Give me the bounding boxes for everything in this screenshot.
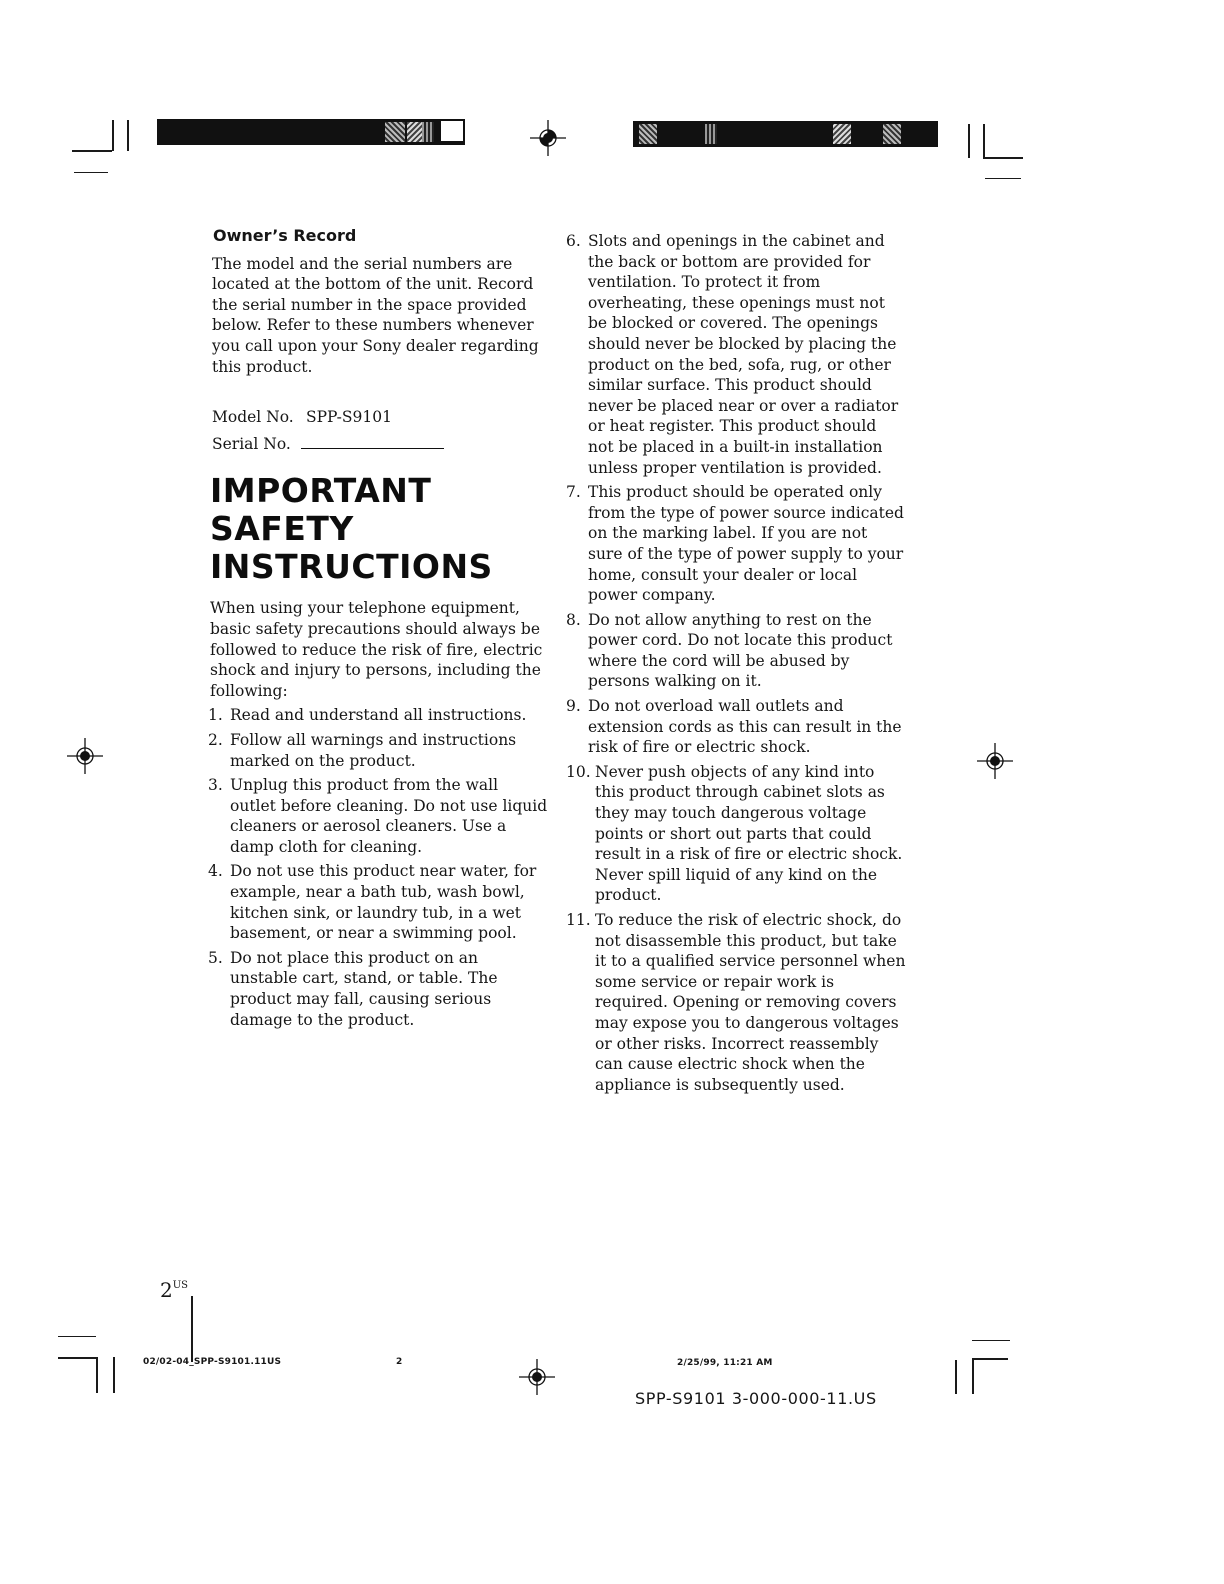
list-item: 6. Slots and openings in the cabinet and the back or bottom are provided for ventilation. To protect it from overheating, these openings must not be blocked or covered. The openings should never be blocked by placing the product on the bed, sofa, rug, or other similar surface. This product should never be placed near or over a radiator or heat register. This product should not be placed in a built-in installation unless proper ventilation is provided. (566, 232, 899, 477)
registration-mark-left-icon (67, 738, 103, 774)
list-item: 3. Unplug this product from the wall outlet before cleaning. Do not use liquid cleaners or aerosol cleaners. Use a damp cloth for cleaning. (208, 776, 548, 856)
color-bar-left (157, 119, 465, 145)
model-label: Model No. (212, 408, 294, 427)
list-item: 8. Do not allow anything to rest on the power cord. Do not locate this product where the cord will be abused by persons walking on it. (566, 610, 893, 691)
serial-label: Serial No. (212, 434, 291, 453)
right-column (566, 231, 906, 1099)
safety-intro: When using your telephone equipment, basic safety precautions should always be followed to reduce the risk of fire, electric shock and injury to persons, including the following: (210, 599, 543, 700)
list-item: 5. Do not place this product on an unstable cart, stand, or table. The product may fall, causing serious damage to the product. (208, 948, 498, 1029)
registration-mark-top-icon (530, 120, 566, 156)
model-row (212, 407, 548, 428)
registration-mark-bottom-icon (519, 1359, 555, 1395)
list-item: 4. Do not use this product near water, for example, near a bath tub, wash bowl, kitchen sink, or laundry tub, in a wet basement, or near a swimming pool. (208, 862, 537, 943)
safety-title (210, 472, 548, 586)
slug-page-number: 2 (396, 1357, 403, 1367)
list-item: 2. Follow all warnings and instructions marked on the product. (208, 730, 517, 770)
safety-list-right (566, 231, 906, 1095)
page-suffix: US (172, 1280, 189, 1291)
left-column (208, 226, 548, 1034)
safety-list-left (208, 705, 548, 1030)
slug-date: 2/25/99, 11:21 AM (677, 1358, 773, 1368)
document-code: SPP-S9101 3-000-000-11.US (635, 1389, 877, 1408)
slug-file-name: 02/02-04_SPP-S9101.11US (143, 1357, 282, 1367)
serial-row (212, 434, 548, 455)
owners-record-heading: Owner’s Record (213, 226, 357, 245)
model-value: SPP-S9101 (306, 408, 392, 427)
list-item: 10. Never push objects of any kind into this product through cabinet slots as they may touch dangerous voltage points or short out parts that could result in a risk of fire or electric shock. Never spill liquid of any kind on the product. (566, 762, 903, 905)
registration-mark-right-icon (977, 743, 1013, 779)
list-item: 11. To reduce the risk of electric shock, do not disassemble this product, but take it to a qualified service personnel when some service or repair work is required. Opening or removing covers may expose you to dangerous voltages or other risks. Incorrect reassembly can cause electric shock when the appliance is subsequently used. (566, 911, 906, 1094)
owners-record-fields (212, 407, 548, 454)
list-item: 1. Read and understand all instructions. (208, 706, 527, 725)
list-item: 9. Do not overload wall outlets and extension cords as this can result in the risk of fire or electric shock. (566, 697, 902, 757)
safety-title-line-3: INSTRUCTIONS (210, 547, 493, 587)
owners-record-paragraph: The model and the serial numbers are located at the bottom of the unit. Record the serial number in the space provided below. Refer to these numbers whenever you call upon your Sony dealer regarding this product. (212, 254, 539, 376)
list-item: 7. This product should be operated only from the type of power source indicated on the marking label. If you are not sure of the type of power supply to your home, consult your dealer or local power company. (566, 483, 904, 605)
safety-title-line-2: SAFETY (210, 509, 354, 549)
safety-title-line-1: IMPORTANT (210, 471, 432, 511)
color-bar-right (633, 121, 938, 147)
serial-number-blank (301, 434, 444, 449)
page-number: $2^{US}$ (160, 1278, 189, 1302)
